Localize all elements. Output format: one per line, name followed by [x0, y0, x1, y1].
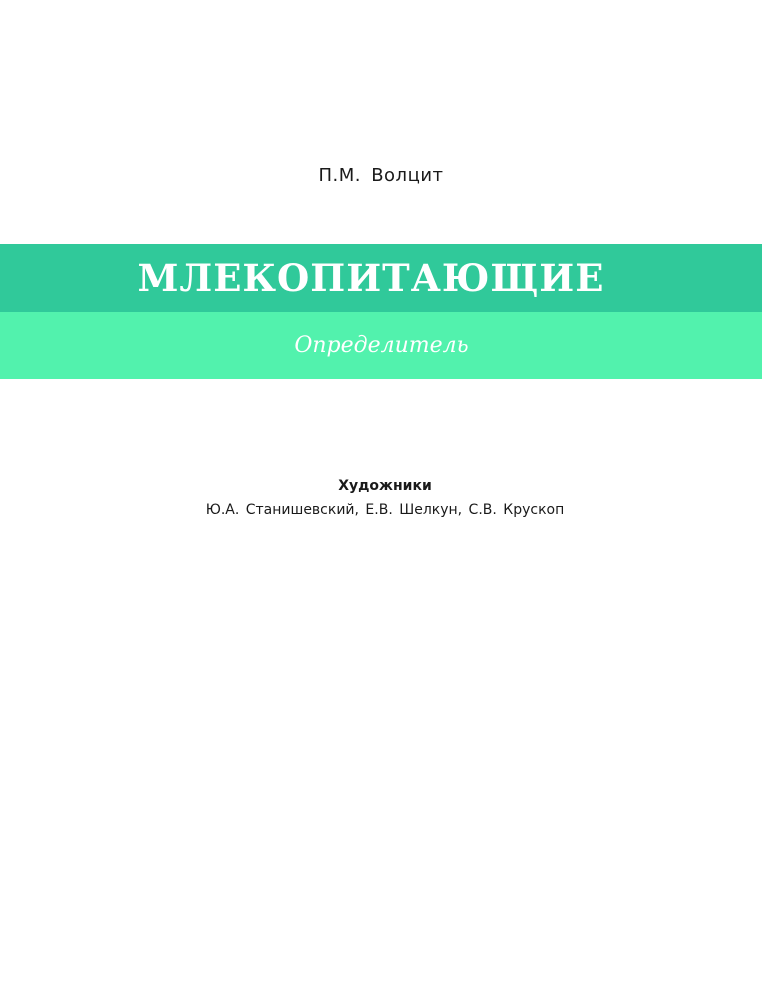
subtitle-band [0, 312, 762, 379]
author-name: П.М. Волцит [318, 165, 444, 186]
artists-names: Ю.А. Станишевский, Е.В. Шелкун, С.В. Крускоп [205, 502, 565, 518]
book-subtitle: Определитель [294, 333, 469, 358]
book-title: МЛЕКОПИТАЮЩИЕ [137, 256, 605, 300]
artists-heading: Художники [338, 478, 432, 494]
title-band [0, 244, 762, 312]
